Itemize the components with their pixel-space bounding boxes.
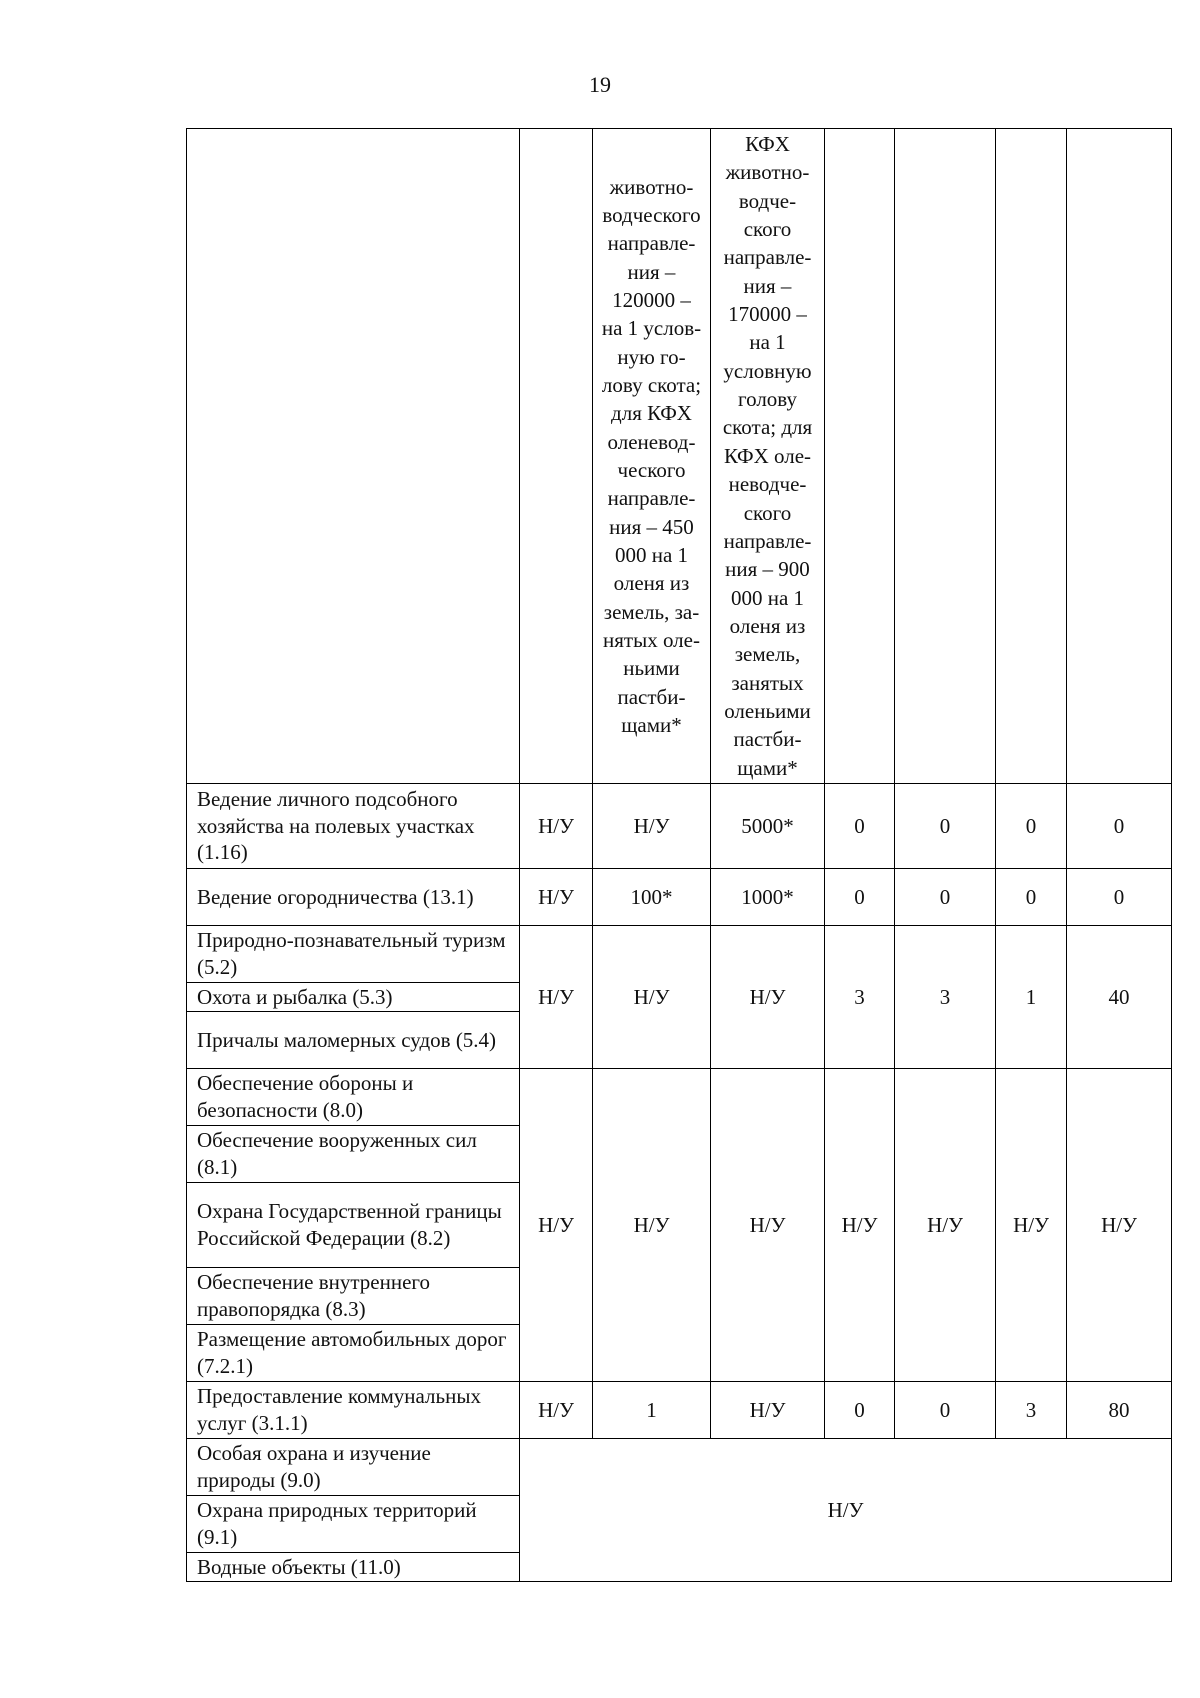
header-row [187,129,1172,784]
value-cell: Н/У [711,1382,825,1439]
table-row [187,926,1172,983]
value-cell: 0 [996,784,1067,869]
value-cell: Н/У [895,1069,996,1382]
header-line: для КФХ [611,401,692,426]
header-line: 000 на 1 [730,585,805,610]
value-cell: 0 [1067,784,1172,869]
header-line: ния – [743,273,792,298]
value-cell: Н/У [1067,1069,1172,1382]
header-line: направле- [723,245,812,270]
header-line: водческого [602,202,701,227]
value-cell: 1 [996,926,1067,1069]
use-type-name: Обеспечение внутреннего правопорядка (8.3) [187,1268,520,1325]
use-type-name: Охота и рыбалка (5.3) [187,983,520,1012]
header-line: оленевод- [607,429,696,454]
value-cell: 1 [593,1382,711,1439]
land-use-table [186,128,1172,1582]
header-cell-col3 [593,129,711,784]
value-cell: Н/У [593,784,711,869]
value-cell: 100* [593,869,711,926]
header-line: ную го- [617,344,686,369]
use-type-name: Особая охрана и изучение природы (9.0) [187,1439,520,1496]
header-line: условную [723,358,812,383]
value-cell: Н/У [520,869,593,926]
value-cell: 80 [1067,1382,1172,1439]
value-cell: Н/У [593,1069,711,1382]
header-line: пастби- [733,727,802,752]
use-type-name: Обеспечение вооруженных сил (8.1) [187,1126,520,1183]
header-line: ческого [617,458,686,482]
use-type-name: Природно-познавательный туризм (5.2) [187,926,520,983]
header-line: оленя из [729,613,806,638]
header-line: ского [743,217,792,242]
value-cell: 0 [895,869,996,926]
value-cell: 0 [825,1382,895,1439]
use-type-name: Причалы маломерных судов (5.4) [187,1012,520,1069]
header-line: нятых оле- [603,628,700,653]
merged-value-cell: Н/У [520,1439,1172,1582]
header-line: на 1 услов- [601,316,702,341]
table-row [187,1439,1172,1496]
table-row [187,869,1172,926]
value-cell: 3 [825,926,895,1069]
value-cell: 0 [825,784,895,869]
use-type-name: Предоставление коммунальных услуг (3.1.1) [187,1382,520,1439]
value-cell: Н/У [520,1069,593,1382]
use-type-name: Охрана природных территорий (9.1) [187,1496,520,1553]
header-line: пастби- [617,684,686,709]
use-type-name: Обеспечение обороны и безопасности (8.0) [187,1069,520,1126]
header-line: земель, за- [603,599,700,624]
header-line: КФХ [745,132,790,157]
header-line: ния – 450 [609,514,694,539]
value-cell: 0 [825,869,895,926]
header-line: лову скота; [601,372,702,397]
value-cell: Н/У [711,1069,825,1382]
value-cell: 40 [1067,926,1172,1069]
header-cell-empty [1067,129,1172,784]
header-line: ньими [623,656,680,681]
header-line: щами* [737,755,798,780]
page-number: 19 [589,72,611,97]
use-type-name: Ведение огородничества (13.1) [187,869,520,926]
value-cell: 0 [895,784,996,869]
value-cell: 0 [996,869,1067,926]
header-cell-col4 [711,129,825,784]
table-row [187,1069,1172,1126]
value-cell: Н/У [520,1382,593,1439]
value-cell: Н/У [520,926,593,1069]
use-type-name: Водные объекты (11.0) [187,1553,520,1582]
value-cell: 3 [895,926,996,1069]
value-cell: Н/У [593,926,711,1069]
header-line: направле- [607,486,696,511]
header-line: ского [743,500,792,525]
use-type-name: Охрана Государственной границы Российской Федерации (8.2) [187,1183,520,1268]
value-cell: 1000* [711,869,825,926]
header-line: оленя из [613,571,690,596]
header-cell-empty [996,129,1067,784]
value-cell: 0 [1067,869,1172,926]
header-cell-empty [520,129,593,784]
table-row [187,784,1172,869]
header-line: 000 на 1 [614,543,689,568]
header-line: скота; для [722,415,813,440]
value-cell: Н/У [996,1069,1067,1382]
use-type-name: Ведение личного подсобного хозяйства на полевых участках (1.16) [187,784,520,869]
header-line: ния – 900 [725,557,810,582]
header-cell-empty [895,129,996,784]
header-line: КФХ оле- [723,443,812,468]
use-type-name: Размещение автомобильных дорог (7.2.1) [187,1325,520,1382]
header-line: занятых [731,670,804,695]
value-cell: 5000* [711,784,825,869]
header-line: оленьими [724,698,811,723]
header-line: 120000 – [612,287,691,312]
header-cell-empty [187,129,520,784]
header-line: направле- [723,528,812,553]
header-line: животно- [725,160,810,185]
value-cell: 3 [996,1382,1067,1439]
header-cell-empty [825,129,895,784]
header-line: животно- [609,174,694,199]
header-line: 170000 – [728,302,807,327]
header-line: щами* [621,713,682,738]
header-line: направле- [607,231,696,256]
header-line: ния – [627,259,676,284]
value-cell: Н/У [520,784,593,869]
header-line: голову [738,387,797,412]
header-line: неводче- [728,472,807,497]
header-line: земель, [734,642,801,667]
header-line: водче- [738,188,797,213]
value-cell: Н/У [825,1069,895,1382]
value-cell: Н/У [711,926,825,1069]
value-cell: 0 [895,1382,996,1439]
header-line: на 1 [749,330,786,355]
table-row [187,1382,1172,1439]
